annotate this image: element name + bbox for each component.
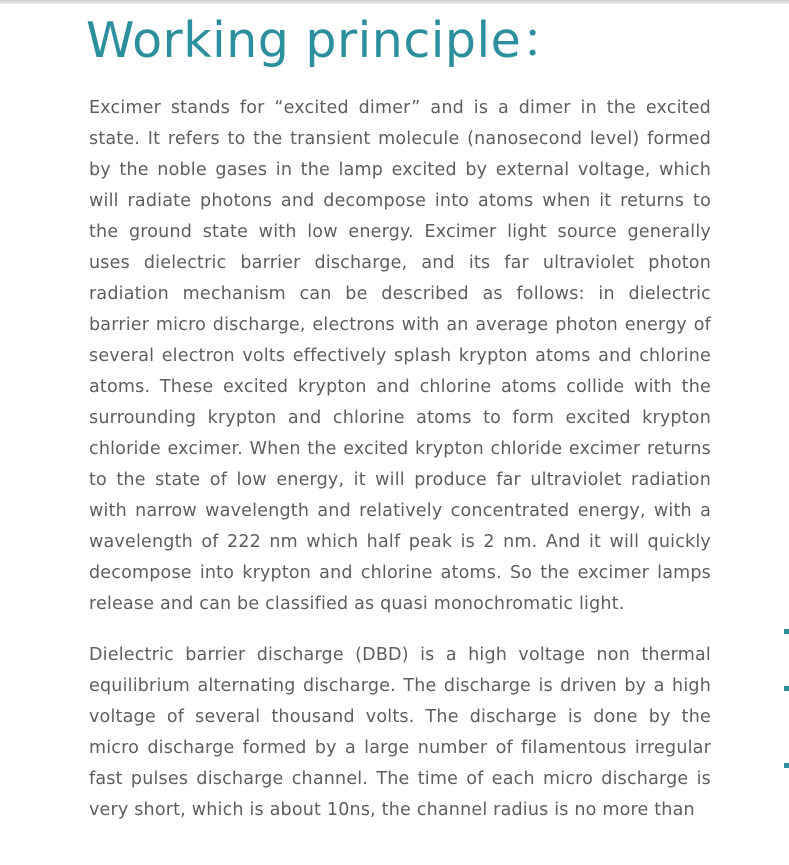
- scroll-marker-dot: [784, 686, 789, 691]
- paragraph-dbd-description: Dielectric barrier discharge (DBD) is a high voltage non thermal equilibrium alternating discharge. The discharge is driven by a high voltage of several thousand volts. The discharge is done by the micro discharge formed by a large number of filamentous irregular fast pulses discharge channel. The time of each micro discharge is very short, which is about 10ns, the channel radius is no more than: [89, 645, 711, 820]
- article-body: [89, 93, 711, 846]
- scroll-marker-dot: [784, 763, 789, 768]
- page-title: Working principle：: [86, 12, 571, 69]
- scroll-marker-dot: [784, 629, 789, 634]
- paragraph-excimer-definition: Excimer stands for “excited dimer” and is a dimer in the excited state. It refers to the transient molecule (nanosecond level) formed by the noble gases in the lamp excited by external voltage, which will radiate photons and decompose into atoms when it returns to the ground state with low energy. Excimer light source generally uses dielectric barrier discharge, and its far ultraviolet photon radiation mechanism can be described as follows: in dielectric barrier micro discharge, electrons with an average photon energy of several electron volts effectively splash krypton atoms and chlorine atoms. These excited krypton and chlorine atoms collide with the surrounding krypton and chlorine atoms to form excited krypton chloride excimer. When the excited krypton chloride excimer returns to the state of low energy, it will produce far ultraviolet radiation with narrow wavelength and relatively concentrated energy, with a wavelength of 222 nm which half peak is 2 nm. And it will quickly decompose into krypton and chlorine atoms. So the excimer lamps release and can be classified as quasi monochromatic light.: [89, 98, 711, 614]
- top-divider: [0, 0, 789, 4]
